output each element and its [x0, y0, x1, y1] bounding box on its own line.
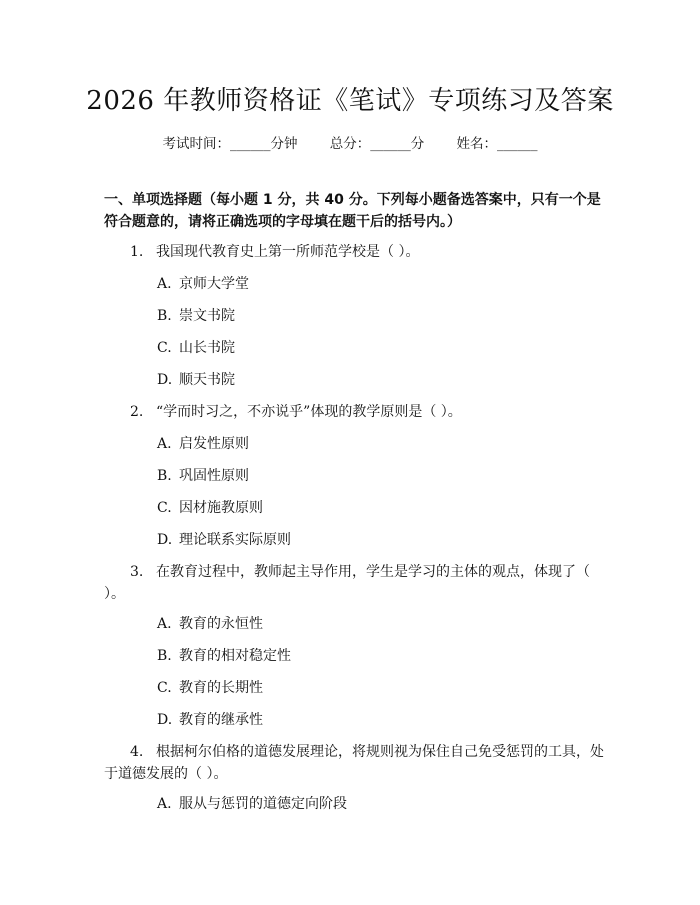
option-text: 教育的继承性	[179, 712, 263, 728]
question-3-option-a	[157, 613, 263, 635]
question-text: 根据柯尔伯格的道德发展理论，将规则视为保住自己免受惩罚的工具，处于道德发展的（ ）。	[104, 744, 604, 782]
question-2-stem	[104, 401, 604, 423]
option-text: 崇文书院	[179, 308, 235, 324]
option-letter: A.	[157, 436, 172, 452]
question-text: 我国现代教育史上第一所师范学校是（ ）。	[156, 244, 420, 260]
option-text: 服从与惩罚的道德定向阶段	[179, 796, 347, 812]
question-number: 4.	[130, 744, 144, 760]
question-number: 3.	[130, 564, 144, 580]
document-title: 2026 年教师资格证《笔试》专项练习及答案	[86, 86, 614, 116]
question-number: 2.	[130, 404, 144, 420]
question-3-option-c	[157, 677, 263, 699]
option-text: 理论联系实际原则	[179, 532, 291, 548]
question-2-option-a	[157, 433, 249, 455]
option-text: 京师大学堂	[179, 276, 249, 292]
question-4-stem	[104, 741, 604, 785]
option-text: 启发性原则	[179, 436, 249, 452]
question-2-option-d	[157, 529, 291, 551]
option-letter: C.	[157, 340, 172, 356]
option-text: 山长书院	[179, 340, 235, 356]
total-score-field: 总分：______分	[329, 136, 425, 152]
question-3-option-d	[157, 709, 263, 731]
question-text: 在教育过程中，教师起主导作用，学生是学习的主体的观点，体现了（ ）。	[104, 564, 590, 602]
option-letter: A.	[157, 616, 172, 632]
question-1-option-a	[157, 273, 249, 295]
option-text: 顺天书院	[179, 372, 235, 388]
question-1-option-d	[157, 369, 235, 391]
option-text: 教育的长期性	[179, 680, 263, 696]
question-3-option-b	[157, 645, 291, 667]
question-2-option-b	[157, 465, 249, 487]
section-heading: 一、单项选择题（每小题 1 分，共 40 分。下列每小题备选答案中，只有一个是符合题意的，请将正确选项的字母填在题干后的括号内。）	[104, 192, 601, 230]
option-letter: D.	[157, 532, 173, 548]
option-letter: B.	[157, 468, 172, 484]
option-letter: D.	[157, 372, 173, 388]
name-field: 姓名：______	[456, 136, 538, 152]
option-text: 教育的永恒性	[179, 616, 263, 632]
option-letter: C.	[157, 680, 172, 696]
exam-time-field: 考试时间：______分钟	[162, 136, 298, 152]
question-3-stem	[104, 561, 604, 605]
question-1-option-b	[157, 305, 235, 327]
option-text: 因材施教原则	[179, 500, 263, 516]
question-4-option-a	[157, 793, 347, 815]
question-1-stem	[104, 241, 604, 263]
option-letter: B.	[157, 308, 172, 324]
option-letter: B.	[157, 648, 172, 664]
option-letter: A.	[157, 276, 172, 292]
option-text: 巩固性原则	[179, 468, 249, 484]
option-letter: C.	[157, 500, 172, 516]
option-letter: A.	[157, 796, 172, 812]
exam-info-line	[0, 132, 700, 152]
option-text: 教育的相对稳定性	[179, 648, 291, 664]
question-1-option-c	[157, 337, 235, 359]
question-number: 1.	[130, 244, 144, 260]
question-2-option-c	[157, 497, 263, 519]
option-letter: D.	[157, 712, 173, 728]
question-text: “学而时习之，不亦说乎”体现的教学原则是（ ）。	[156, 404, 462, 420]
